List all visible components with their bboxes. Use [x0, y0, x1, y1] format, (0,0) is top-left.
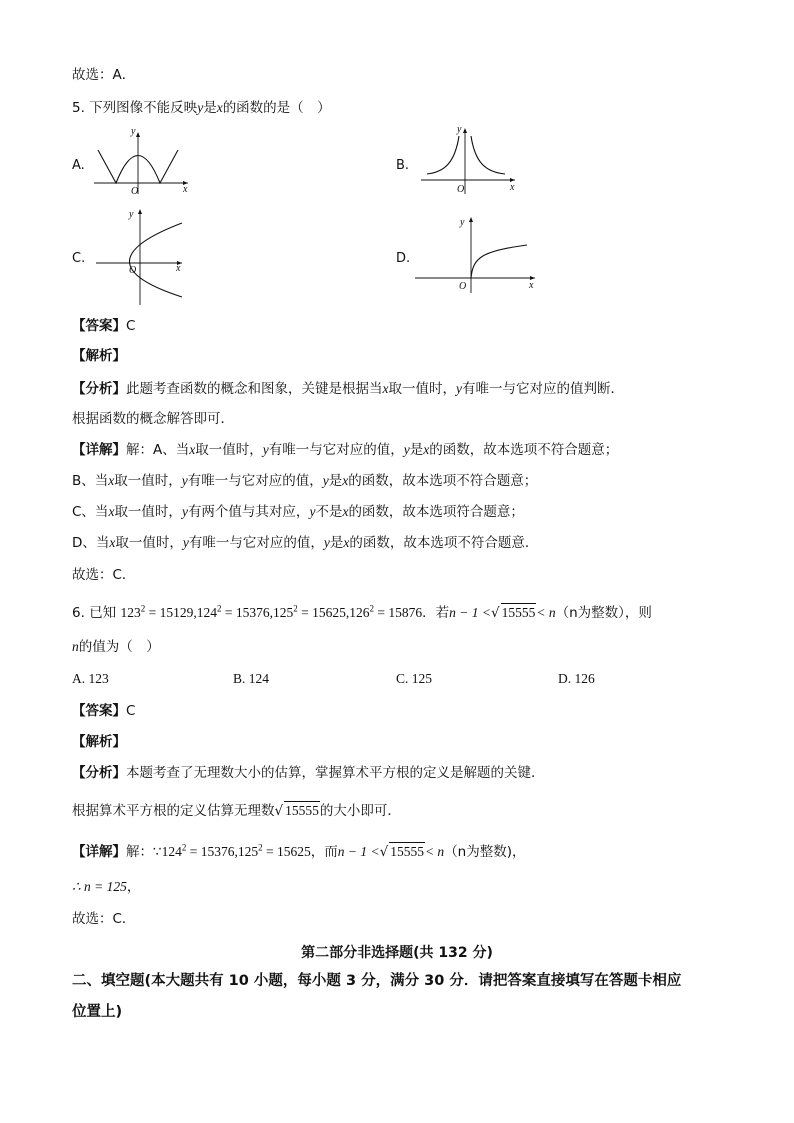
q5-detail-a-mid1: 取一值时，: [195, 442, 263, 458]
q5-number: 5.: [72, 100, 85, 116]
q6-stem-line2-text: 的值为（ ）: [78, 639, 160, 655]
q5-option-a-label: A.: [72, 158, 85, 173]
q6-result-tail: ，: [126, 879, 141, 895]
q5-stem: [72, 99, 331, 117]
q6-stem: 6. 已知 $123^2 = 15129,124^2 = 15376,125^2 = 15625,126^2 = 15876$．若n − 1 <√ 15555< n（n为整数），则: [72, 603, 652, 621]
q6-detail-ineq-left: n − 1 <: [337, 844, 380, 859]
q5-detail-d-prefix: D、当: [72, 535, 110, 551]
section2-heading-line1: 二、填空题(本大题共有 10 小题，每小题 3 分，满分 30 分．请把答案直接填写在答题卡相应: [72, 973, 682, 989]
q5-detail-c: [72, 503, 524, 521]
q6-detail-eq2-value: = 15625: [265, 844, 311, 859]
q5-detail-b: [72, 472, 537, 490]
q5-c-origin-label: O: [129, 265, 137, 276]
q6-answer-tag: 【答案】: [72, 703, 126, 719]
q5-detail-b-x: x: [108, 473, 115, 488]
q6-detail-b: ，而: [310, 844, 338, 860]
q5-analysis-tag: [72, 347, 126, 365]
q6-if-text: ．若: [422, 605, 450, 621]
q5-detail-a-prefix: 解：A、当: [126, 442, 190, 458]
q6-fenxi-text: 本题考查了无理数大小的估算，掌握算术平方根的定义是解题的关键．: [126, 765, 545, 781]
q5-option-b-label: B.: [396, 158, 410, 173]
q6-fact3-base: 125: [272, 605, 294, 620]
q6-detail-eq1-value: = 15376,: [189, 844, 238, 859]
q5-detail-a-y2: y: [403, 442, 410, 457]
q6-number: 6.: [72, 605, 85, 621]
q5-detail-a-mid2: 有唯一与它对应的值，: [268, 442, 404, 458]
q5-detail-c-x2: x: [342, 504, 349, 519]
q5-detail-c-x: x: [108, 504, 115, 519]
q5-fenxi-var-y: y: [456, 381, 462, 396]
q6-fact4-exp: 2: [369, 603, 374, 614]
q6-fact4-base: 126: [349, 605, 370, 620]
q6-fact4-value: = 15876: [377, 605, 423, 620]
q5-a-origin-label: O: [131, 186, 139, 197]
q5-analysis-label: 【解析】: [72, 348, 126, 364]
q6-answer-value: C: [126, 703, 136, 719]
q6-detail-radicand: 15555: [390, 844, 424, 859]
q5-option-d-label: D.: [396, 251, 411, 266]
q6-conclusion: 故选：C．: [72, 911, 136, 927]
q5-c-x-label: x: [176, 263, 181, 274]
q5-var-x: x: [216, 100, 223, 115]
q6-fact2-base: 124: [196, 605, 217, 620]
q5-b-origin-label: O: [457, 184, 465, 195]
q5-c-y-label: y: [129, 209, 134, 220]
q5-detail-a-mid3: 是: [409, 442, 424, 458]
q4-conclusion: 故选：A．: [72, 67, 136, 83]
q5-detail-d-mid2: 有唯一与它对应的值，: [188, 535, 324, 551]
q6-detail-ineq-right: < n: [424, 844, 445, 859]
q5-fenxi-1: 此题考查函数的概念和图象，关键是根据当: [126, 381, 383, 397]
q6-fenxi-line2: 根据算术平方根的定义估算无理数√ 15555的大小即可．: [72, 803, 401, 819]
q5-detail-d-mid1: 取一值时，: [115, 535, 183, 551]
q5-detail-b-y: y: [181, 473, 188, 488]
q6-cond: （n为整数），则: [555, 605, 652, 621]
q5-detail-c-y: y: [181, 504, 188, 519]
q5-detail-a-x: x: [189, 442, 196, 457]
q6-detail-eq2-exp: 2: [258, 842, 263, 853]
q5-answer: [72, 317, 135, 335]
q5-detail-c-end: 的函数，故本选项符合题意；: [348, 504, 524, 520]
q5-detail-b-y2: y: [322, 473, 329, 488]
q6-detail-c: （n为整数)，: [444, 844, 526, 860]
q5-stem-a: 下列图像不能反映: [89, 100, 198, 116]
q5-d-origin-label: O: [459, 281, 467, 292]
q5-detail-d-mid3: 是: [329, 535, 344, 551]
q6-stem-line2: [72, 638, 160, 656]
q5-a-x-label: x: [183, 184, 188, 195]
q6-detail-eq1-exp: 2: [181, 842, 187, 853]
q5-detail-c-y2: y: [309, 504, 316, 519]
q6-option-d: D. 126: [558, 671, 595, 686]
q6-fact3-exp: 2: [293, 603, 298, 614]
q6-analysis-label: 【解析】: [72, 734, 126, 750]
q5-option-b-graph: [415, 122, 525, 198]
q6-fenxi-radicand: 15555: [285, 803, 319, 818]
q6-fenxi: [72, 764, 545, 782]
q5-detail-d-y: y: [182, 535, 189, 550]
q6-fenxi-tag: 【分析】: [72, 765, 126, 781]
q6-detail-tag: 【详解】: [72, 844, 126, 860]
q6-result: [72, 878, 140, 896]
q6-fact1-base: 123: [120, 605, 141, 620]
q5-detail-c-mid3: 不是: [315, 504, 343, 520]
q5-detail-d-end: 的函数，故本选项不符合题意．: [349, 535, 539, 551]
q6-facts: [120, 605, 422, 620]
q5-b-y-label: y: [457, 124, 462, 135]
q5-option-a-graph: [90, 128, 200, 198]
q6-stem-var-n: n: [72, 639, 79, 654]
q6-detail-eq2-base: 125: [237, 844, 259, 859]
q6-fact1-exp: 2: [140, 603, 146, 614]
q5-option-c-graph: [92, 205, 192, 309]
q5-detail-b-mid1: 取一值时，: [114, 473, 182, 489]
q5-detail-b-prefix: B、当: [72, 473, 109, 489]
q5-answer-tag: 【答案】: [72, 318, 126, 334]
q6-result-text: ∴ n = 125: [72, 879, 127, 894]
part2-title: 第二部分非选择题(共 132 分): [301, 945, 493, 961]
q5-detail-a-y: y: [262, 442, 269, 457]
q6-fenxi-line2-a: 根据算术平方根的定义估算无理数: [72, 803, 275, 819]
q5-detail-d: [72, 534, 538, 552]
q6-stem-prefix: 已知: [89, 605, 117, 621]
q5-b-x-label: x: [510, 182, 515, 193]
q6-option-c: C. 125: [396, 671, 433, 686]
q6-ineq-right: < n: [536, 605, 556, 620]
q5-fenxi-3: 有唯一与它对应的值判断．: [462, 381, 624, 397]
q5-answer-value: C: [126, 318, 136, 334]
q6-option-a: A. 123: [72, 671, 109, 686]
q5-detail-b-x2: x: [342, 473, 349, 488]
q5-detail-a-x2: x: [423, 442, 430, 457]
q5-detail-a-end: 的函数，故本选项不符合题意；: [429, 442, 619, 458]
q6-detail-eq: [162, 844, 311, 859]
q5-detail-b-end: 的函数，故本选项不符合题意；: [348, 473, 538, 489]
q6-analysis-tag: [72, 733, 126, 751]
q5-stem-b: 是: [203, 100, 217, 116]
q6-answer: [72, 702, 135, 720]
q6-radicand: 15555: [501, 605, 536, 620]
q5-detail-c-mid2: 有两个值与其对应，: [187, 504, 310, 520]
q6-fact1-value: = 15129,: [148, 605, 197, 620]
q5-detail-a: [72, 441, 618, 459]
q5-fenxi-var-x: x: [382, 381, 389, 396]
q6-ineq-left: n − 1 <: [449, 605, 491, 620]
q6-detail: 【详解】解：$\because 124^2 = 15376,125^2 = 15625$，而n − 1 <√ 15555< n（n为整数)，: [72, 842, 526, 860]
q5-option-c-label: C.: [72, 251, 86, 266]
q5-detail-d-x2: x: [343, 535, 350, 550]
q5-var-y: y: [197, 100, 204, 115]
q5-detail-d-y2: y: [323, 535, 330, 550]
q5-detail-c-mid1: 取一值时，: [114, 504, 182, 520]
q5-detail-c-prefix: C、当: [72, 504, 109, 520]
q6-fenxi-line2-b: 的大小即可．: [319, 803, 401, 819]
q5-detail-tag: 【详解】: [72, 442, 126, 458]
q6-detail-eq1-base: 124: [161, 844, 182, 859]
q6-fact3-value: = 15625,: [301, 605, 350, 620]
q5-a-y-label: y: [131, 126, 136, 137]
q5-detail-b-mid2: 有唯一与它对应的值，: [187, 473, 323, 489]
q6-option-b: B. 124: [233, 671, 270, 686]
q6-detail-a: 解：∵: [126, 844, 162, 860]
q5-d-x-label: x: [529, 280, 534, 291]
q5-detail-b-mid3: 是: [328, 473, 343, 489]
q5-option-d-graph: [415, 213, 545, 295]
section2-heading-line2: 位置上): [72, 1004, 123, 1020]
q5-stem-c: 的函数的是（ ）: [222, 100, 331, 116]
q6-fact2-value: = 15376,: [224, 605, 273, 620]
q5-detail-d-x: x: [109, 535, 116, 550]
q6-fact2-exp: 2: [216, 603, 222, 614]
q5-d-y-label: y: [460, 217, 465, 228]
q5-fenxi-2: 取一值时，: [388, 381, 456, 397]
q5-fenxi: [72, 380, 624, 398]
q5-fenxi-tag: 【分析】: [72, 381, 126, 397]
q5-fenxi-line2: 根据函数的概念解答即可．: [72, 411, 234, 427]
q5-conclusion: 故选：C．: [72, 567, 136, 583]
